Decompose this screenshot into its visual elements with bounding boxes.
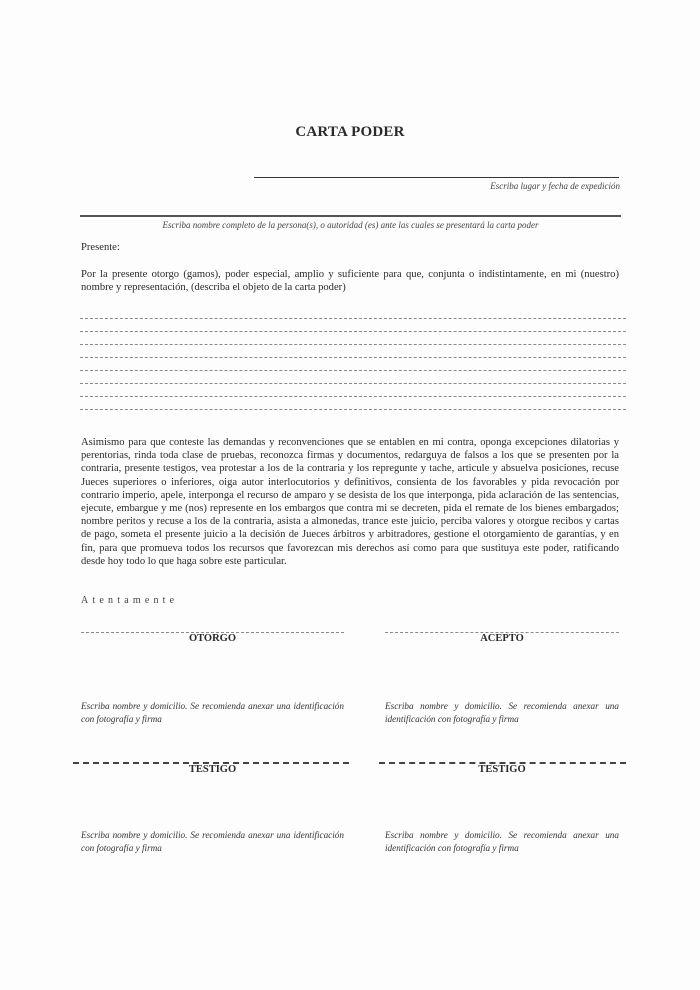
object-line[interactable] — [80, 370, 626, 371]
object-line[interactable] — [80, 409, 626, 410]
document-title: CARTA PODER — [295, 124, 405, 140]
object-line[interactable] — [80, 357, 626, 358]
greeting: Presente: — [81, 242, 120, 253]
acepto-label: ACEPTO — [480, 633, 524, 644]
testigo2-label: TESTIGO — [478, 764, 526, 775]
recipient-caption: Escriba nombre completo de la persona(s), o autoridad (es) ante las cuales se presentará la carta poder — [162, 220, 539, 230]
object-line[interactable] — [80, 318, 626, 319]
object-line[interactable] — [80, 344, 626, 345]
main-paragraph: Asimismo para que conteste las demandas y reconvenciones que se entablen en mi contra, oponga excepciones dilatorias y perentorias, rinda toda clase de pruebas, reconozca firmas y documentos, redarguya de falsos a los que se presenten por la contraria, presente testigos, vea protestar a los de la contraria y los repregunte y tache, articule y absuelva posiciones, recuse Jueces superiores o inferiores, oiga autor interlocutorios y definitivos, consienta de los favorables y pida revocación por contrario imperio, apele, interponga el recurso de amparo y se desista de los que interponga, pida aclaración de las sentencias, ejecute, embargue y me (nos) represente en los embargos que contra mi se decreten, pida el remate de los bienes embargados; nombre peritos y recuse a los de la contraria, asista a almonedas, trance este juicio, perciba valores y otorgue recibos y cartas de pago, someta el presente juicio a la decisión de Jueces árbitros y arbitradores, gestione el otorgamiento de garantías, y en fin, para que promueva todos los recursos que favorezcan mis derechos así como para que sustituya este poder, ratificando desde hoy todo lo que haga sobre este particular. — [81, 437, 619, 567]
closing-text: Atentamente — [81, 595, 179, 606]
object-line[interactable] — [80, 396, 626, 397]
otorgo-label: OTORGO — [188, 633, 237, 644]
place-date-caption: Escriba lugar y fecha de expedición — [490, 181, 620, 191]
object-line[interactable] — [80, 383, 626, 384]
acepto-note: Escriba nombre y domicilio. Se recomienda anexar una identificación con fotografía y firma — [385, 701, 619, 724]
place-date-line[interactable] — [254, 177, 619, 178]
intro-paragraph: Por la presente otorgo (gamos), poder especial, amplio y suficiente para que, conjunta o indistintamente, en mi (nuestro) nombre y representación, (describa el objeto de la carta poder) — [81, 269, 619, 294]
testigo2-note: Escriba nombre y domicilio. Se recomienda anexar una identificación con fotografía y firma — [385, 830, 619, 853]
recipient-line[interactable] — [80, 215, 621, 217]
otorgo-note: Escriba nombre y domicilio. Se recomienda anexar una identificación con fotografía y firma — [81, 701, 344, 724]
testigo1-note: Escriba nombre y domicilio. Se recomienda anexar una identificación con fotografía y firma — [81, 830, 344, 853]
testigo1-label: TESTIGO — [188, 764, 237, 775]
object-line[interactable] — [80, 331, 626, 332]
